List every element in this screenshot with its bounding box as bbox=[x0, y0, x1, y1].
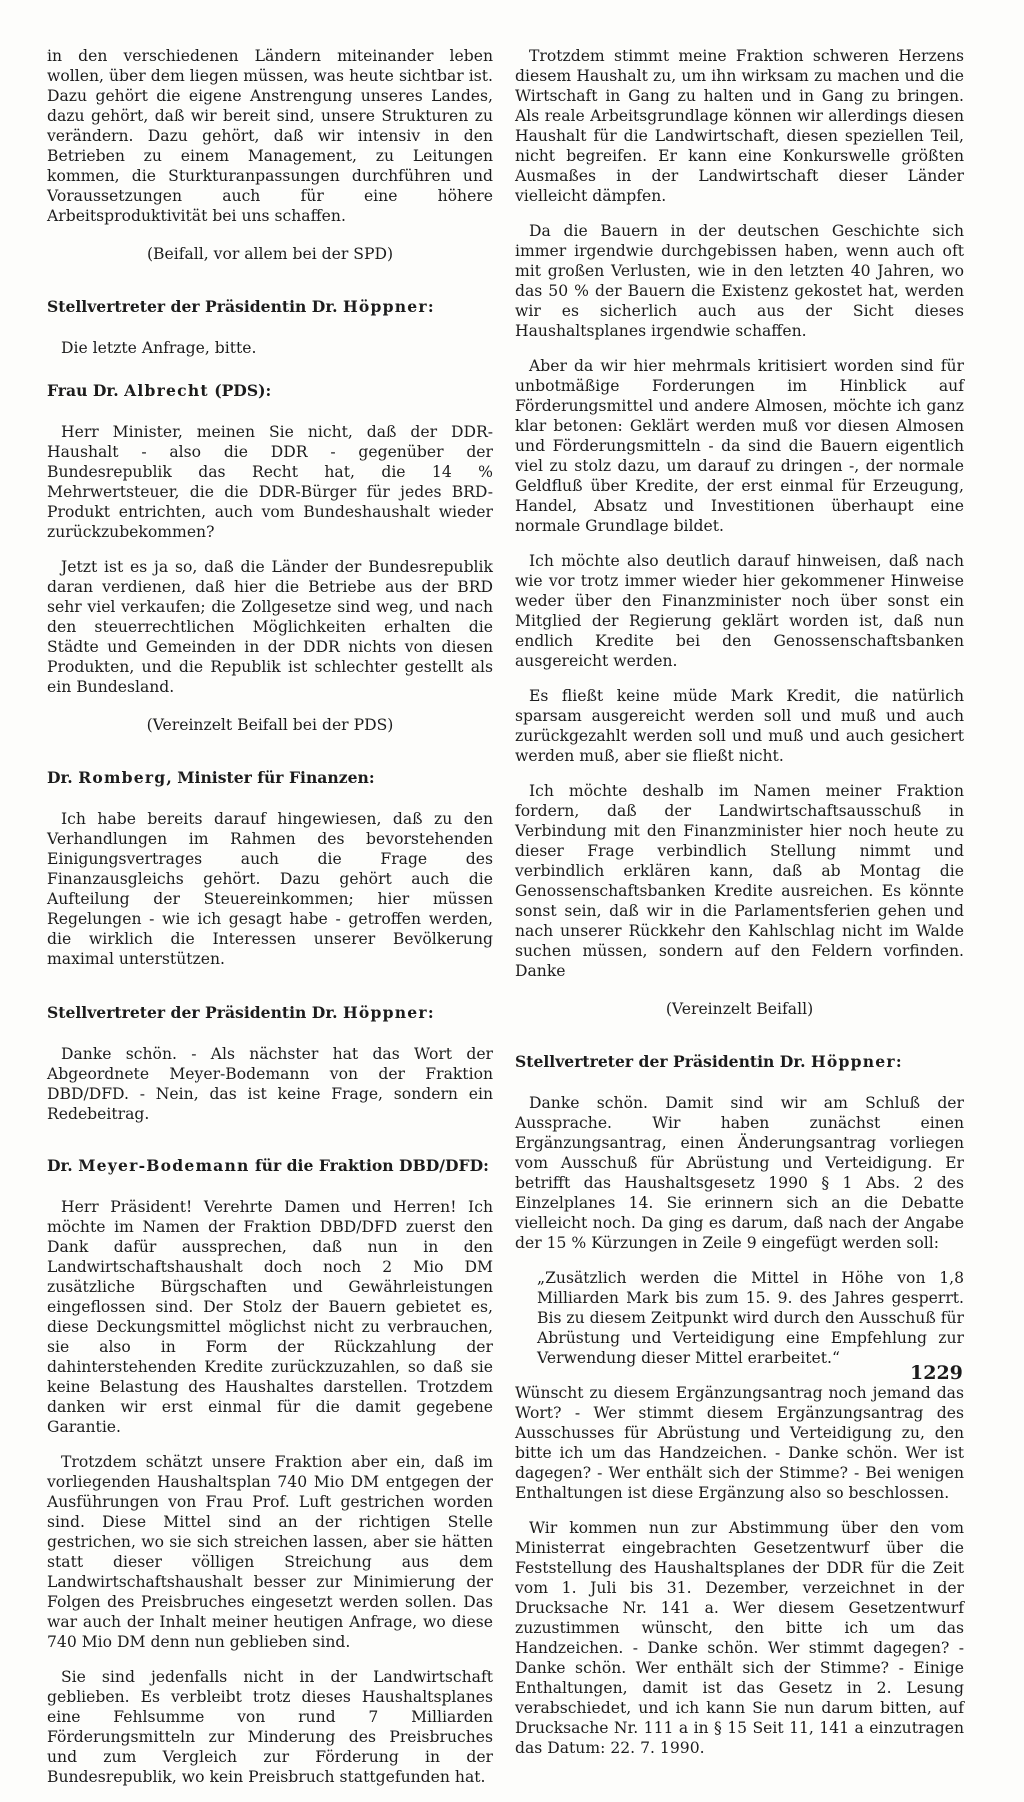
paragraph: Die letzte Anfrage, bitte. bbox=[61, 339, 257, 357]
paragraph: Trotzdem stimmt meine Fraktion schweren Herzens diesem Haushalt zu, um ihn wirksam zu machen und die Wirtschaft in Gang zu halten und in Gang zu bringen. Als reale Arbeitsgrundlage können wir allerdings diesen Haushalt für die Landwirtschaft, diesen speziellen Teil, nicht begreifen. Er kann eine Konkurswelle größten Ausmaßes in der Landwirtschaft dieser Länder vielleicht dämpfen. bbox=[515, 47, 964, 205]
speaker-heading: Stellvertreter der Präsidentin Dr. Höppner: bbox=[47, 1003, 434, 1022]
right-column bbox=[515, 46, 964, 1773]
paragraph: Es fließt keine müde Mark Kredit, die natürlich sparsam ausgereicht werden soll und muß und auch zurückgezahlt werden soll und muß und auch gesichert werden muß, aber sie fließt nicht. bbox=[515, 687, 964, 765]
paragraph: Wünscht zu diesem Ergänzungsantrag noch jemand das Wort? - Wer stimmt diesem Ergänzungsantrag des Ausschusses für Abrüstung und Verteidigung zu, den bitte ich um das Handzeichen. - Danke schön. Wer ist dagegen? - Wer enthält sich der Stimme? - Bei wenigen Enthaltungen ist diese Ergänzung also so beschlossen. bbox=[515, 1384, 964, 1502]
page-number: 1229 bbox=[910, 1362, 963, 1384]
paragraph: Herr Präsident! Verehrte Damen und Herren! Ich möchte im Namen der Fraktion DBD/DFD zuerst den Dank dafür aussprechen, daß nun in den Landwirtschaftshaushalt doch noch 2 Mio DM zusätzliche Bürgschaften und Gewährleistungen eingeflossen sind. Der Stolz der Bauern gebietet es, diese Deckungsmittel möglichst nicht zu verbrauchen, sie also in Form der Rückzahlung der dahinterstehenden Kredite zurückzuzahlen, so daß sie keine Belastung des Haushaltes darstellen. Trotzdem danken wir erst einmal für die damit gegebene Garantie. bbox=[47, 1198, 493, 1436]
paragraph: Danke schön. - Als nächster hat das Wort der Abgeordnete Meyer-Bodemann von der Fraktion DBD/DFD. - Nein, das ist keine Frage, sondern ein Redebeitrag. bbox=[47, 1045, 493, 1123]
paragraph: Jetzt ist es ja so, daß die Länder der Bundesrepublik daran verdienen, daß hier die Betriebe aus der BRD sehr viel verkaufen; die Zollgesetze sind weg, und nach den steuerrechtlichen Möglichkeiten erhalten die Städte und Gemeinden in der DDR nichts von diesen Produkten, und die Republik ist schlechter gestellt als ein Bundesland. bbox=[47, 558, 493, 696]
applause-note: (Beifall, vor allem bei der SPD) bbox=[146, 245, 394, 263]
speaker-heading: Frau Dr. Albrecht (PDS): bbox=[47, 381, 272, 400]
paragraph: in den verschiedenen Ländern miteinander leben wollen, über dem liegen müssen, was heute sichtbar ist. Dazu gehört die eigene Anstrengung unseres Landes, dazu gehört, daß wir bereit sind, unsere Strukturen zu verändern. Dazu gehört, daß wir intensiv in den Betrieben zu einem Management, zu Leitungen kommen, die Sturkturanpassungen durchführen und Voraussetzungen auch für eine höhere Arbeitsproduktivität bei uns schaffen. bbox=[47, 47, 493, 225]
paragraph: Da die Bauern in der deutschen Geschichte sich immer irgendwie durchgebissen haben, wenn auch oft mit großen Verlusten, wie in den letzten 40 Jahren, wo das 50 % der Bauern die Existenz gekostet hat, werden wir es sicherlich auch aus der Sicht dieses Haushaltsplanes irgendwie schaffen. bbox=[515, 222, 964, 340]
paragraph: Aber da wir hier mehrmals kritisiert worden sind für unbotmäßige Forderungen im Hinblick auf Förderungsmittel und andere Almosen, möchte ich ganz klar betonen: Geklärt werden muß vor diesen Almosen und Förderungsmitteln - da sind die Bauern eigentlich viel zu stolz dazu, um darauf zu dringen -, der normale Geldfluß über Kredite, der erst einmal für Erzeugung, Handel, Absatz und Investitionen überhaupt eine normale Grundlage bildet. bbox=[515, 357, 964, 535]
applause-note: (Vereinzelt Beifall) bbox=[665, 1000, 814, 1018]
speaker-heading: Dr. Meyer-Bodemann für die Fraktion DBD/DFD: bbox=[47, 1156, 489, 1175]
applause-note: (Vereinzelt Beifall bei der PDS) bbox=[146, 716, 394, 734]
paragraph: Wir kommen nun zur Abstimmung über den vom Ministerrat eingebrachten Gesetzentwurf über die Feststellung des Haushaltsplanes der DDR für die Zeit vom 1. Juli bis 31. Dezember, verzeichnet in der Drucksache Nr. 141 a. Wer diesem Gesetzentwurf zuzustimmen wünscht, den bitte ich um das Handzeichen. - Danke schön. Wer stimmt dagegen? - Danke schön. Wer enthält sich der Stimme? - Einige Enthaltungen, damit ist das Gesetz in 2. Lesung verabschiedet, und ich kann Sie nun darum bitten, auf Drucksache Nr. 111 a in § 15 Seit 11, 141 a einzutragen das Datum: 22. 7. 1990. bbox=[515, 1519, 964, 1757]
paragraph: Ich möchte deshalb im Namen meiner Fraktion fordern, daß der Landwirtschaftsausschuß in Verbindung mit den Finanzminister hier noch heute zu dieser Frage verbindlich Stellung nimmt und verbindlich erklären kann, daß ab Montag die Genossenschaftsbanken Kredite ausreichen. Es könnte sonst sein, daß wir in die Parlamentsferien gehen und nach unserer Rückkehr den Kahlschlag nicht im Walde suchen müssen, sondern auf den Feldern vorfinden. Danke bbox=[515, 782, 964, 980]
paragraph: Ich habe bereits darauf hingewiesen, daß zu den Verhandlungen im Rahmen des bevorstehenden Einigungsvertrages auch die Frage des Finanzausgleichs gehört. Dazu gehört auch die Aufteilung der Steuereinkommen; hier müssen Regelungen - wie ich gesagt habe - getroffen werden, die wirklich die Interessen unserer Bevölkerung maximal unterstützen. bbox=[47, 810, 493, 968]
quotation: „Zusätzlich werden die Mittel in Höhe von 1,8 Milliarden Mark bis zum 15. 9. des Jahres gesperrt. Bis zu diesem Zeitpunkt wird durch den Ausschuß für Abrüstung und Verteidigung eine Empfehlung zur Verwendung dieser Mittel erarbeitet.“ bbox=[537, 1269, 964, 1367]
paragraph: Ich möchte also deutlich darauf hinweisen, daß nach wie vor trotz immer wieder hier gekommener Hinweise weder über den Finanzminister noch über sonst ein Mitglied der Regierung geklärt worden ist, daß nun endlich Kredite bei den Genossenschaftsbanken ausgereicht werden. bbox=[515, 552, 964, 670]
paragraph: Herr Minister, meinen Sie nicht, daß der DDR-Haushalt - also die DDR - gegenüber der Bundesrepublik das Recht hat, die 14 % Mehrwertsteuer, die die DDR-Bürger für jedes BRD-Produkt entrichten, auch vom Bundeshaushalt wieder zurückzubekommen? bbox=[47, 423, 493, 541]
speaker-heading: Stellvertreter der Präsidentin Dr. Höppner: bbox=[515, 1052, 902, 1071]
paragraph: Sie sind jedenfalls nicht in der Landwirtschaft geblieben. Es verbleibt trotz dieses Haushaltsplanes eine Fehlsumme von rund 7 Milliarden Förderungsmitteln zur Minderung des Preisbruches und zum Vergleich zur Förderung in der Bundesrepublik, wo kein Preisbruch stattgefunden hat. bbox=[47, 1668, 493, 1786]
speaker-heading: Dr. Romberg, Minister für Finanzen: bbox=[47, 768, 375, 787]
left-column bbox=[47, 46, 493, 1802]
paragraph: Danke schön. Damit sind wir am Schluß der Aussprache. Wir haben zunächst einen Ergänzungsantrag, einen Änderungsantrag vorliegen vom Ausschuß für Abrüstung und Verteidigung. Er betrifft das Haushaltsgesetz 1990 § 1 Abs. 2 des Einzelplanes 14. Sie erinnern sich an die Debatte vielleicht noch. Da ging es darum, daß nach der Angabe der 15 % Kürzungen in Zeile 9 eingefügt werden soll: bbox=[515, 1094, 964, 1252]
speaker-heading: Stellvertreter der Präsidentin Dr. Höppner: bbox=[47, 297, 434, 316]
paragraph: Trotzdem schätzt unsere Fraktion aber ein, daß im vorliegenden Haushaltsplan 740 Mio DM entgegen der Ausführungen von Frau Prof. Luft gestrichen worden sind. Diese Mittel sind an der richtigen Stelle gestrichen, wo sie sich streichen lassen, aber sie hätten statt dieser völligen Streichung aus dem Landwirtschaftshaushalt besser zur Minimierung der Folgen des Preisbruches eingesetzt werden sollen. Das war auch der Inhalt meiner heutigen Anfrage, wo diese 740 Mio DM denn nun geblieben sind. bbox=[47, 1453, 493, 1651]
